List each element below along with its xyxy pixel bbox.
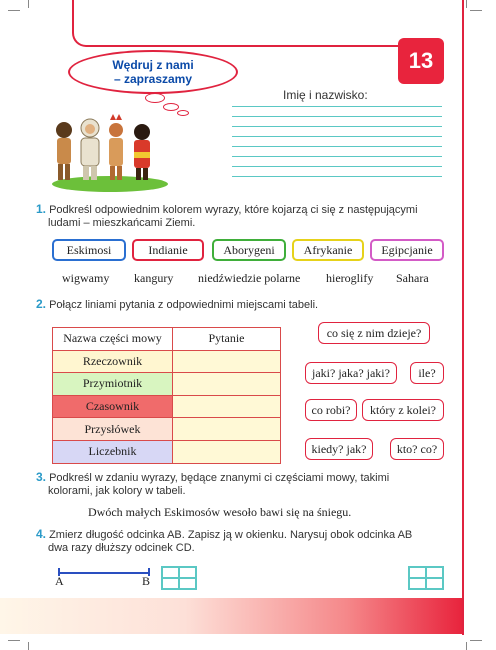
crop-mark [8, 640, 20, 641]
bottom-decorative-band [0, 598, 462, 634]
answer-cell[interactable] [173, 395, 281, 418]
task-4-text-line-2: dwa razy dłuższy odcinek CD. [48, 542, 195, 554]
answer-cell[interactable] [173, 373, 281, 396]
table-row [53, 350, 281, 373]
header-frame-left [72, 0, 74, 22]
answer-box-ab[interactable] [161, 566, 197, 590]
name-writing-line[interactable] [232, 146, 442, 147]
word-sahara[interactable]: Sahara [396, 271, 429, 285]
answer-box-cd[interactable] [408, 566, 444, 590]
thought-bubble [177, 110, 189, 116]
word-kangury[interactable]: kangury [134, 271, 174, 285]
task-1-number: 1. [36, 202, 47, 216]
task-3-text-line-2: kolorami, jak kolory w tabeli. [48, 485, 186, 497]
title-bubble [68, 50, 238, 94]
page-number: 13 [408, 48, 434, 73]
row-label-przymiotnik: Przymiotnik [53, 373, 173, 396]
table-header-name: Nazwa części mowy [53, 328, 173, 351]
table-header-row [53, 328, 281, 351]
question-ktory-z-kolei[interactable]: który z kolei? [362, 399, 444, 421]
task-4-number: 4. [36, 527, 47, 541]
header-frame-line [100, 45, 400, 47]
page-frame-right [462, 0, 464, 635]
task-3-text-line-1: Podkreśl w zdaniu wyrazy, będące znanymi ci częściami mowy, takimi [49, 472, 390, 484]
row-label-czasownik: Czasownik [53, 395, 173, 418]
crop-mark [28, 642, 29, 650]
crop-mark [470, 10, 482, 11]
task-3-number: 3. [36, 470, 47, 484]
task-4-instructions [36, 528, 456, 555]
page-number-badge [398, 38, 444, 84]
crop-mark [28, 0, 29, 8]
question-ile[interactable]: ile? [410, 362, 444, 384]
name-label: Imię i nazwisko: [283, 88, 368, 102]
thought-bubble [163, 103, 179, 111]
task-4-text-line-1: Zmierz długość odcinka AB. Zapisz ją w okienku. Narysuj obok odcinka AB [49, 529, 413, 541]
crop-mark [466, 642, 467, 650]
segment-ab [58, 572, 150, 574]
answer-cell[interactable] [173, 440, 281, 463]
question-kto-co[interactable]: kto? co? [390, 438, 444, 460]
table-row [53, 373, 281, 396]
nation-eskimosi: Eskimosi [52, 239, 126, 261]
name-writing-line[interactable] [232, 106, 442, 107]
title-line-2: – zapraszamy [113, 72, 193, 86]
point-a-label: A [55, 574, 64, 588]
name-writing-line[interactable] [232, 136, 442, 137]
answer-cell[interactable] [173, 350, 281, 373]
task-2-text: Połącz liniami pytania z odpowiednimi miejscami tabeli. [49, 299, 319, 311]
title-line-1: Wędruj z nami [112, 58, 194, 72]
crop-mark [466, 0, 467, 8]
word-hieroglify[interactable]: hieroglify [326, 271, 374, 285]
nation-aborygeni: Aborygeni [212, 239, 286, 261]
crop-mark [470, 640, 482, 641]
name-writing-line[interactable] [232, 156, 442, 157]
header-frame [72, 20, 102, 47]
table-row [53, 395, 281, 418]
thought-bubble [145, 93, 165, 103]
name-writing-line[interactable] [232, 176, 442, 177]
table-header-question: Pytanie [173, 328, 281, 351]
task-1-text-line-2: ludami – mieszkańcami Ziemi. [48, 217, 196, 229]
row-label-rzeczownik: Rzeczownik [53, 350, 173, 373]
task-3-sentence[interactable]: Dwóch małych Eskimosów wesoło bawi się na śniegu. [88, 505, 352, 519]
task-2-number: 2. [36, 297, 47, 311]
name-writing-line[interactable] [232, 126, 442, 127]
task-1-instructions [36, 203, 456, 230]
question-jaki-jaka[interactable]: jaki? jaka? jaki? [305, 362, 397, 384]
question-co-robi[interactable]: co robi? [305, 399, 357, 421]
question-co-sie-z-nim-dzieje[interactable]: co się z nim dzieje? [318, 322, 430, 344]
task-1-text-line-1: Podkreśl odpowiednim kolorem wyrazy, które kojarzą ci się z następującymi [49, 204, 418, 216]
table-row [53, 440, 281, 463]
nation-afrykanie: Afrykanie [292, 239, 364, 261]
word-niedzwiedzie-polarne[interactable]: niedźwiedzie polarne [198, 271, 301, 285]
row-label-przyslowek: Przysłówek [53, 418, 173, 441]
row-label-liczebnik: Liczebnik [53, 440, 173, 463]
nation-egipcjanie: Egipcjanie [370, 239, 444, 261]
task-3-instructions [36, 471, 456, 498]
crop-mark [8, 10, 20, 11]
answer-cell[interactable] [173, 418, 281, 441]
nation-indianie: Indianie [132, 239, 204, 261]
question-kiedy-jak[interactable]: kiedy? jak? [305, 438, 373, 460]
people-illustration [50, 112, 170, 192]
name-writing-line[interactable] [232, 166, 442, 167]
table-row [53, 418, 281, 441]
task-2-instructions [36, 298, 456, 312]
point-b-label: B [142, 574, 151, 588]
parts-of-speech-table [52, 327, 281, 464]
name-writing-line[interactable] [232, 116, 442, 117]
word-wigwamy[interactable]: wigwamy [62, 271, 110, 285]
